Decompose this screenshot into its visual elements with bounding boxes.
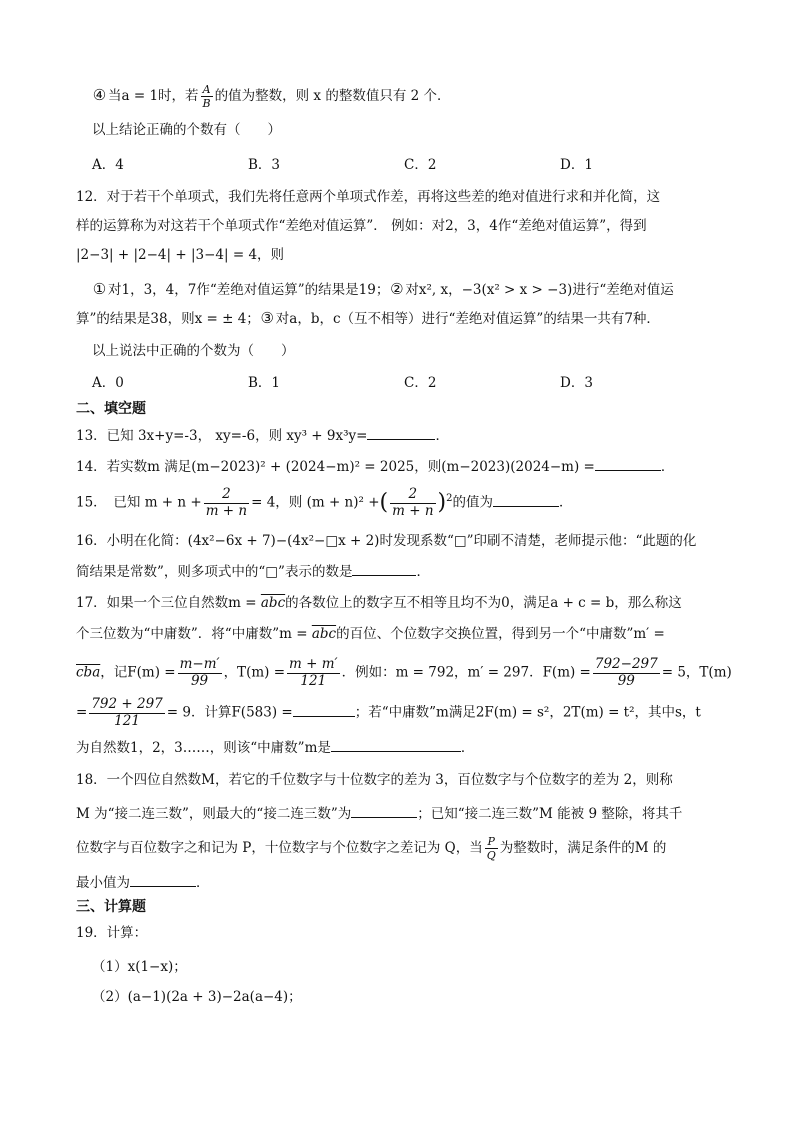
circled-number: ②: [390, 280, 404, 298]
answer-blank[interactable]: [331, 737, 461, 752]
q19-part-1: （1）x(1−x)；: [92, 959, 187, 975]
q11-option-b: B．3: [248, 157, 281, 173]
fraction-t-definition: $\frac{m + m'}{121}$: [289, 656, 338, 689]
fraction-2-over-m-plus-n: $\frac{2}{m + n}$: [205, 486, 248, 519]
answer-blank[interactable]: [352, 561, 416, 576]
q12-line-3: |2−3| + |2−4| + |3−4| = 4，则: [76, 247, 285, 263]
answer-blank[interactable]: [595, 456, 661, 471]
circled-number: ③: [260, 309, 274, 327]
q18-line-2: M 为“接二连三数”，则最大的“接二连三数”为 ；已知“接二连三数”M 能被 9 整除，将其千: [76, 803, 682, 824]
q18-line-3: 位数字与百位数字之和记为 P，十位数字与个位数字之差记为 Q，当 $\frac{P}{Q}$ 为整数时，满足条件的M 的: [76, 835, 667, 862]
answer-blank[interactable]: [130, 872, 196, 887]
section-heading-fill-in: 二、填空题: [76, 401, 146, 417]
fraction-t-example: $\frac{792 + 297}{121}$: [91, 696, 163, 729]
q19-title: 19．计算：: [76, 925, 148, 941]
section-heading-calculation: 三、计算题: [76, 899, 146, 915]
circled-number: ①: [92, 280, 107, 298]
q12-option-a: A．0: [92, 375, 124, 391]
q17-line-1: 17．如果一个三位自然数$m = \overline{abc}$的各数位上的数字互不相等且均不为0，满足a + c = b，那么称这: [76, 595, 682, 611]
answer-blank[interactable]: [293, 702, 355, 717]
q11-option-c: C．2: [404, 157, 437, 173]
q11-item-4: ④ 当a = 1时，若 $\frac{A}{B}$ 的值为整数，则 x 的整数值只有 2 个．: [92, 83, 451, 110]
q16-line-2: 简结果是常数”，则多项式中的“□”表示的数是 ．: [76, 561, 430, 582]
circled-number: ④: [92, 86, 107, 104]
q11-option-a: A．4: [92, 157, 124, 173]
fraction-2-over-m-plus-n: $\frac{2}{m + n}$: [392, 486, 434, 519]
q12-line-4: ① 对1，3，4，7作“差绝对值运算”的结果是19；② 对x², x，−3(x² > x > −3)进行“差绝对值运: [92, 280, 674, 298]
answer-blank[interactable]: [493, 492, 559, 507]
q12-option-b: B．1: [248, 375, 281, 391]
q11-question: 以上结论正确的个数有（ ）: [92, 122, 281, 138]
fraction-p-over-q: $\frac{P}{Q}$: [486, 835, 496, 862]
q17-line-4: = $\frac{792 + 297}{121}$ = 9．计算F(583) = ；若“中庸数”m满足2F(m) = s²，2T(m) = t²，其中s，t: [76, 696, 701, 729]
q12-line-1: 12．对于若干个单项式，我们先将任意两个单项式作差，再将这些差的绝对值进行求和并化简，这: [76, 189, 661, 205]
q18-line-4: 最小值为 ．: [76, 872, 210, 893]
q16-line-1: 16．小明在化简：(4x²−6x + 7)−(4x²−□x + 2)时发现系数“□”印刷不清楚，老师提示他：“此题的化: [76, 533, 697, 549]
q19-part-2: （2）(a−1)(2a + 3)−2a(a−4)；: [92, 989, 302, 1005]
q14: 14．若实数m 满足(m−2023)² + (2024−m)² = 2025，则(m−2023)(2024−m) = ．: [76, 456, 674, 477]
q18-line-1: 18．一个四位自然数M，若它的千位数字与十位数字的差为 3，百位数字与个位数字的差为 2，则称: [76, 772, 673, 788]
answer-blank[interactable]: [367, 425, 435, 440]
q17-line-3: $\overline{cba}$，记F(m) = $\frac{m-m'}{99}$ ，T(m) = $\frac{m + m'}{121}$ ．例如：m = 792，m′ = 297．F(m) = $\frac{792-297}{99}$ = 5，T(m): [76, 656, 732, 689]
q13: 13．已知 3x+y=-3， xy=-6，则 xy³ + 9x³y= ．: [76, 425, 449, 446]
fraction-f-definition: $\frac{m-m'}{99}$: [179, 656, 220, 689]
q11-option-d: D．1: [560, 157, 593, 173]
q17-line-2: 个三位数为“中庸数”．将“中庸数”m = $\overline{abc}$的百位、个位数字交换位置，得到另一个“中庸数”m′ =: [76, 626, 665, 642]
q12-question: 以上说法中正确的个数为（ ）: [92, 343, 295, 359]
q15: 15． 已知 m + n + $\frac{2}{m + n}$ = 4，则 (m + n)² +( $\frac{2}{m + n}$ )$^2$的值为 ．: [76, 486, 573, 519]
fraction-f-example: $\frac{792-297}{99}$: [594, 656, 658, 689]
q12-option-c: C．2: [404, 375, 437, 391]
q17-line-5: 为自然数1，2，3……，则该“中庸数”m是 ．: [76, 737, 474, 758]
answer-blank[interactable]: [351, 803, 417, 818]
q12-line-2: 样的运算称为对这若干个单项式作“差绝对值运算”． 例如：对2，3，4作“差绝对值运算”，得到: [76, 218, 647, 234]
q12-line-5: 算”的结果是38，则x = ± 4；③ 对a，b，c（互不相等）进行“差绝对值运算”的结果一共有7种．: [76, 309, 660, 327]
q12-option-d: D．3: [560, 375, 593, 391]
fraction-a-over-b: $\frac{A}{B}$: [202, 83, 211, 110]
